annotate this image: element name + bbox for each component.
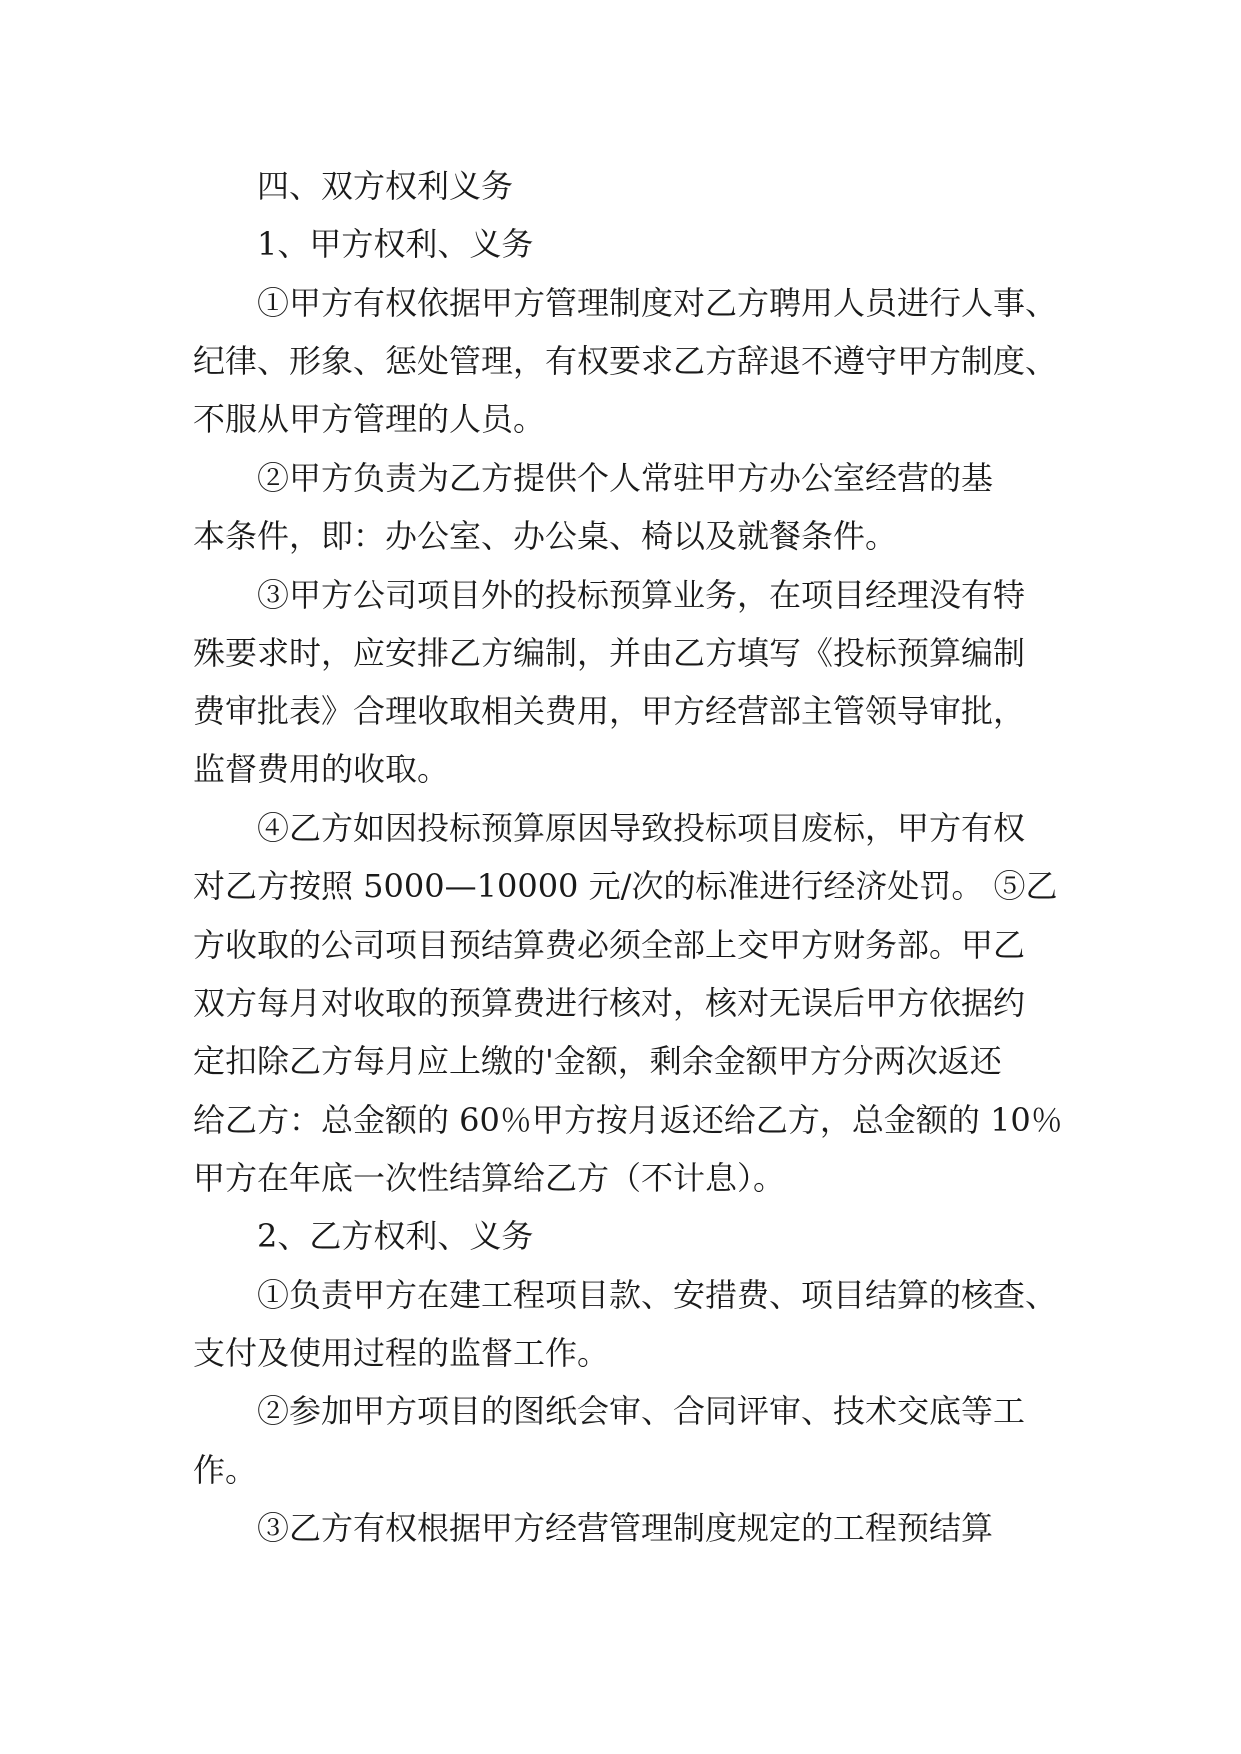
subsection-heading: 1、甲方权利、义务 xyxy=(257,225,534,263)
text-line: ①负责甲方在建工程项目款、安措费、项目结算的核查、 xyxy=(257,1276,1058,1314)
text-line: ②参加甲方项目的图纸会审、合同评审、技术交底等工 xyxy=(257,1392,1026,1430)
text-line: 不服从甲方管理的人员。 xyxy=(193,400,546,438)
text-line: 费审批表》合理收取相关费用，甲方经营部主管领导审批， xyxy=(193,692,1026,730)
text-line: ③甲方公司项目外的投标预算业务，在项目经理没有特 xyxy=(257,576,1026,614)
text-line: 殊要求时，应安排乙方编制，并由乙方填写《投标预算编制 xyxy=(193,634,1026,672)
text-line: 对乙方按照 5000—10000 元/次的标准进行经济处罚。 ⑤乙 xyxy=(193,867,1058,905)
section-heading: 四、双方权利义务 xyxy=(257,167,514,205)
text-line: ①甲方有权依据甲方管理制度对乙方聘用人员进行人事、 xyxy=(257,284,1058,322)
text-line: 给乙方：总金额的 60％甲方按月返还给乙方，总金额的 10％ xyxy=(193,1101,1063,1139)
text-line: 作。 xyxy=(193,1451,258,1489)
text-line: ④乙方如因投标预算原因导致投标项目废标，甲方有权 xyxy=(257,809,1026,847)
text-line: 甲方在年底一次性结算给乙方（不计息）。 xyxy=(193,1159,786,1197)
subsection-heading: 2、乙方权利、义务 xyxy=(257,1217,534,1255)
text-line: ②甲方负责为乙方提供个人常驻甲方办公室经营的基 xyxy=(257,459,994,497)
text-line: 纪律、形象、惩处管理，有权要求乙方辞退不遵守甲方制度、 xyxy=(193,342,1058,380)
text-line: ③乙方有权根据甲方经营管理制度规定的工程预结算 xyxy=(257,1509,994,1547)
text-line: 方收取的公司项目预结算费必须全部上交甲方财务部。甲乙 xyxy=(193,926,1026,964)
text-line: 定扣除乙方每月应上缴的'金额，剩余金额甲方分两次返还 xyxy=(193,1042,1002,1080)
text-line: 双方每月对收取的预算费进行核对，核对无误后甲方依据约 xyxy=(193,984,1026,1022)
text-line: 监督费用的收取。 xyxy=(193,750,450,788)
text-line: 本条件，即：办公室、办公桌、椅以及就餐条件。 xyxy=(193,517,898,555)
text-line: 支付及使用过程的监督工作。 xyxy=(193,1334,610,1372)
